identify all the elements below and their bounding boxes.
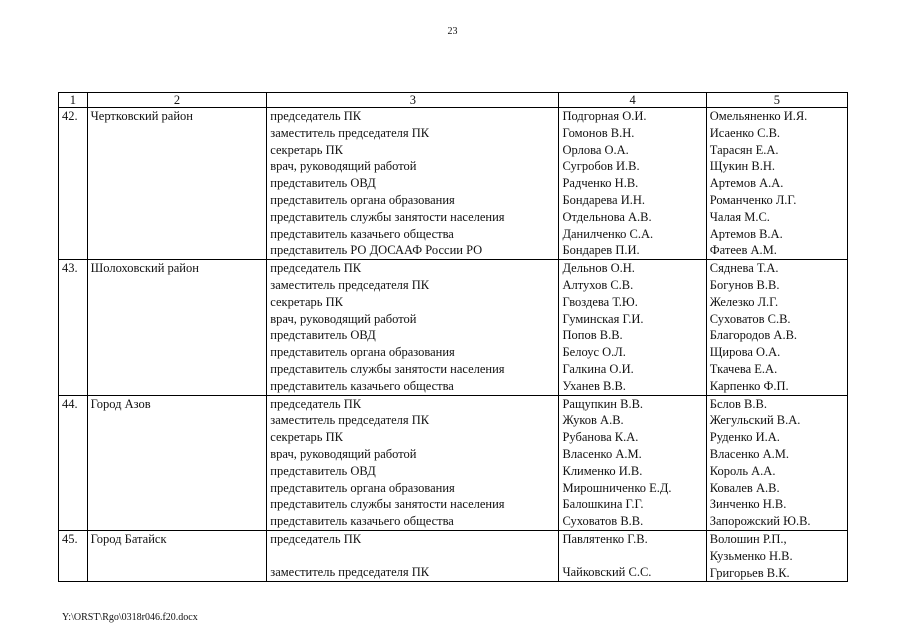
- role-line: представитель ОВД: [270, 463, 376, 478]
- table-row: [59, 260, 848, 395]
- reserve-line: Щукин В.Н.: [709, 159, 775, 174]
- member-line: Власенко А.М.: [562, 446, 642, 461]
- roles-cell: [267, 108, 559, 260]
- reserve-line: Фатеев А.М.: [709, 243, 777, 258]
- reserve-line: Кузьменко Н.В.: [709, 548, 793, 563]
- reserves-cell: [706, 530, 847, 581]
- reserve-line: Ковалев А.В.: [709, 480, 780, 495]
- member-line: Подгорная О.И.: [562, 109, 647, 123]
- member-line: Отдельнова А.В.: [562, 209, 652, 224]
- role-line: заместитель председателя ПК: [270, 277, 430, 292]
- reserve-line: Григорьев В.К.: [709, 565, 790, 580]
- commission-table: [58, 92, 848, 582]
- role-line: секретарь ПК: [270, 294, 343, 309]
- header-col-3: 3: [267, 93, 559, 108]
- roles-cell: [267, 395, 559, 530]
- reserve-line: Железко Л.Г.: [709, 294, 779, 309]
- role-line: представитель казачьего общества: [270, 514, 454, 529]
- role-line: председатель ПК: [270, 531, 362, 546]
- roles-cell: [267, 260, 559, 395]
- role-line: представитель органа образования: [270, 192, 455, 207]
- member-line: Радченко Н.В.: [562, 176, 639, 191]
- reserve-line: Романченко Л.Г.: [709, 192, 797, 207]
- header-row: [59, 93, 848, 108]
- header-col-4: 4: [559, 93, 706, 108]
- member-line: Чайковский С.С.: [562, 564, 652, 579]
- row-number: 44.: [59, 395, 88, 530]
- role-line: секретарь ПК: [270, 430, 343, 445]
- row-number: 43.: [59, 260, 88, 395]
- member-line: Балошкина Г.Г.: [562, 497, 644, 512]
- member-line: Павлятенко Г.В.: [562, 531, 648, 546]
- role-line: представитель ОВД: [270, 176, 376, 191]
- reserve-line: Благородов А.В.: [709, 328, 798, 343]
- role-line: врач, руководящий работой: [270, 311, 417, 326]
- reserve-line: Артемов А.А.: [709, 176, 784, 191]
- district-name: Чертковский район: [87, 108, 267, 260]
- reserve-line: Тарасян Е.А.: [709, 142, 779, 157]
- role-line: представитель казачьего общества: [270, 378, 454, 393]
- reserves-cell: [706, 395, 847, 530]
- district-name: Шолоховский район: [87, 260, 267, 395]
- member-line: Рубанова К.А.: [562, 430, 639, 445]
- reserve-line: Сяднева Т.А.: [709, 261, 779, 276]
- reserve-line: Карпенко Ф.П.: [709, 378, 789, 393]
- member-line: Суховатов В.В.: [562, 514, 644, 529]
- role-line: заместитель председателя ПК: [270, 564, 430, 579]
- reserve-line: Руденко И.А.: [709, 430, 780, 445]
- member-line: Попов В.В.: [562, 328, 623, 343]
- file-path-footer: Y:\ORST\Rgo\0318r046.f20.docx: [62, 612, 198, 623]
- role-line: врач, руководящий работой: [270, 446, 417, 461]
- reserve-line: Волошин Р.П.,: [709, 531, 787, 546]
- member-line: Мирошниченко Е.Д.: [562, 480, 672, 495]
- member-line: Данилченко С.А.: [562, 226, 654, 241]
- role-line: представитель ОВД: [270, 328, 376, 343]
- role-line: представитель казачьего общества: [270, 226, 454, 241]
- role-line: заместитель председателя ПК: [270, 125, 430, 140]
- reserve-line: Щирова О.А.: [709, 345, 781, 360]
- role-line: представитель органа образования: [270, 480, 455, 495]
- reserves-cell: [706, 260, 847, 395]
- reserve-line: Ткачева Е.А.: [709, 361, 778, 376]
- reserve-line: Бслов В.В.: [709, 396, 767, 411]
- role-line: представитель органа образования: [270, 345, 455, 360]
- reserves-cell: [706, 108, 847, 260]
- reserve-line: Чалая М.С.: [709, 209, 770, 224]
- reserve-line: Зинченко Н.В.: [709, 497, 787, 512]
- row-number: 45.: [59, 530, 88, 581]
- district-name: Город Батайск: [87, 530, 267, 581]
- role-line: заместитель председателя ПК: [270, 413, 430, 428]
- member-line: Гвоздева Т.Ю.: [562, 294, 638, 309]
- page-number: 23: [447, 26, 458, 37]
- member-line: Дельнов О.Н.: [562, 261, 635, 276]
- table-row: [59, 108, 848, 260]
- reserve-line: Запорожский Ю.В.: [709, 514, 811, 529]
- role-line: врач, руководящий работой: [270, 159, 417, 174]
- member-line: Клименко И.В.: [562, 463, 643, 478]
- header-col-1: 1: [59, 93, 88, 108]
- reserve-line: Исаенко С.В.: [709, 125, 781, 140]
- member-line: Уханев В.В.: [562, 378, 626, 393]
- member-line: Бондарев П.И.: [562, 243, 640, 258]
- role-line: представитель службы занятости населения: [270, 209, 505, 224]
- member-line: Ращупкин В.В.: [562, 396, 644, 411]
- header-col-5: 5: [706, 93, 847, 108]
- reserve-line: Суховатов С.В.: [709, 311, 791, 326]
- members-cell: [559, 530, 706, 581]
- member-line: Белоус О.Л.: [562, 345, 626, 360]
- member-line: Жуков А.В.: [562, 413, 624, 428]
- members-cell: [559, 260, 706, 395]
- member-line: Алтухов С.В.: [562, 277, 634, 292]
- member-line: Гуминская Г.И.: [562, 311, 644, 326]
- roles-cell: [267, 530, 559, 581]
- header-col-2: 2: [87, 93, 267, 108]
- role-line: председатель ПК: [270, 109, 362, 123]
- members-cell: [559, 108, 706, 260]
- reserve-line: Омельяненко И.Я.: [709, 109, 808, 123]
- member-line: Галкина О.И.: [562, 361, 634, 376]
- member-line: Орлова О.А.: [562, 142, 629, 157]
- table-row-45: [59, 530, 848, 581]
- role-line: представитель службы занятости населения: [270, 361, 505, 376]
- row-number: 42.: [59, 108, 88, 260]
- member-line: Бондарева И.Н.: [562, 192, 646, 207]
- role-line: председатель ПК: [270, 396, 362, 411]
- reserve-line: Жегульский В.А.: [709, 413, 801, 428]
- role-line: представитель РО ДОСААФ России РО: [270, 243, 483, 258]
- role-line: секретарь ПК: [270, 142, 343, 157]
- role-line: представитель службы занятости населения: [270, 497, 505, 512]
- reserve-line: Богунов В.В.: [709, 277, 780, 292]
- table-row: [59, 395, 848, 530]
- reserve-line: Артемов В.А.: [709, 226, 783, 241]
- district-name: Город Азов: [87, 395, 267, 530]
- members-cell: [559, 395, 706, 530]
- member-line: Гомонов В.Н.: [562, 125, 635, 140]
- member-line: Сугробов И.В.: [562, 159, 640, 174]
- role-line: председатель ПК: [270, 261, 362, 276]
- reserve-line: Король А.А.: [709, 463, 776, 478]
- reserve-line: Власенко А.М.: [709, 446, 790, 461]
